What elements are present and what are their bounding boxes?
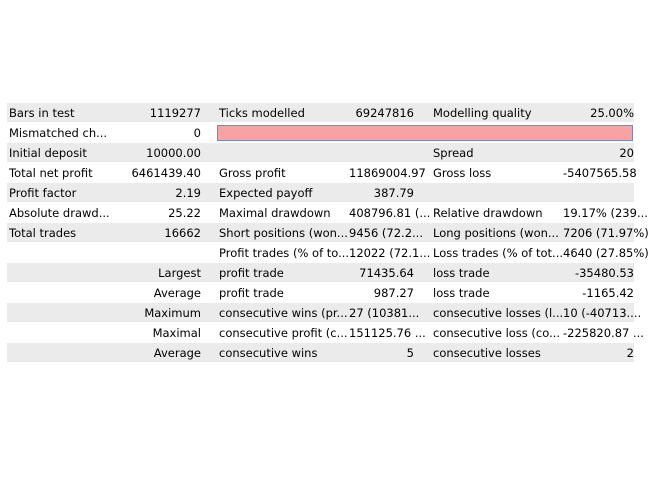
largest-profit-trade-label: profit trade [219, 266, 284, 280]
mismatched-charts-label: Mismatched ch... [9, 126, 108, 140]
report-row-largest [7, 263, 634, 283]
gross-profit-cell [204, 163, 426, 182]
profit-trades-cell [204, 243, 431, 262]
largest-label: Largest [158, 266, 201, 280]
maximal-consecutive-loss-label: consecutive loss (co... [433, 326, 561, 340]
short-positions-cell [204, 223, 423, 242]
report-row-average-trade [7, 283, 634, 303]
gross-profit-label: Gross profit [219, 166, 286, 180]
average-consecutive-losses-value: 2 [626, 346, 634, 360]
average-loss-trade-value: -1165.42 [582, 286, 634, 300]
empty-cell [204, 143, 416, 162]
loss-trades-value: 4640 (27.85%) [563, 246, 649, 260]
maximal-label: Maximal [152, 326, 201, 340]
largest-loss-trade-label: loss trade [433, 266, 490, 280]
expected-payoff-label: Expected payoff [219, 186, 313, 200]
max-consecutive-wins-label: consecutive wins (pr... [219, 306, 348, 320]
absolute-drawdown-value: 25.22 [168, 206, 201, 220]
long-positions-label: Long positions (won... [433, 226, 559, 240]
report-row-drawdown [7, 203, 648, 223]
report-row-mismatch [7, 123, 634, 143]
profit-trades-value: 12022 (72.1... [349, 246, 431, 260]
total-net-profit-value: 6461439.40 [131, 166, 201, 180]
report-row-bars [7, 103, 634, 123]
average-label: Average [153, 286, 201, 300]
empty-cell [7, 243, 114, 262]
max-consecutive-losses-label: consecutive losses (l... [433, 306, 564, 320]
report-row-maximal-consecutive [7, 323, 644, 343]
ticks-modelled-value: 69247816 [355, 106, 414, 120]
initial-deposit-value: 10000.00 [146, 146, 201, 160]
gross-loss-value: -5407565.58 [563, 166, 637, 180]
spread-cell [416, 143, 634, 162]
largest-profit-trade-value: 71435.64 [359, 266, 414, 280]
report-row-deposit [7, 143, 634, 163]
largest-loss-trade-value: -35480.53 [574, 266, 634, 280]
max-consecutive-wins-value: 27 (10381... [349, 306, 420, 320]
average-profit-cell [204, 283, 416, 302]
relative-drawdown-cell [416, 203, 648, 222]
profit-factor-label: Profit factor [9, 186, 77, 200]
total-trades-value: 16662 [164, 226, 201, 240]
short-positions-value: 9456 (72.2... [349, 226, 423, 240]
relative-drawdown-label: Relative drawdown [433, 206, 543, 220]
maximal-consecutive-profit-label: consecutive profit (c... [219, 326, 348, 340]
expected-payoff-cell [204, 183, 416, 202]
long-positions-cell [416, 223, 649, 242]
average-loss-trade-label: loss trade [433, 286, 490, 300]
average-consecutive-wins-label: consecutive wins [219, 346, 318, 360]
mismatch-error-bar [217, 125, 633, 141]
ticks-modelled-label: Ticks modelled [219, 106, 305, 120]
max-consecutive-losses-cell [416, 303, 642, 322]
quality-cell [416, 103, 634, 122]
short-positions-label: Short positions (won... [219, 226, 348, 240]
gross-loss-label: Gross loss [433, 166, 492, 180]
modelling-quality-label: Modelling quality [433, 106, 532, 120]
report-row-net-profit [7, 163, 637, 183]
report-row-profit-loss-trades [7, 243, 649, 263]
average-consecutive-losses-cell [416, 343, 634, 362]
empty-cell [416, 183, 634, 202]
loss-trades-label: Loss trades (% of tot... [433, 246, 564, 260]
report-row-maximum-consecutive [7, 303, 642, 323]
bars-in-test-label: Bars in test [9, 106, 75, 120]
average-profit-trade-label: profit trade [219, 286, 284, 300]
profit-trades-label: Profit trades (% of to... [219, 246, 350, 260]
maximal-drawdown-cell [204, 203, 431, 222]
maximum-label: Maximum [144, 306, 201, 320]
maximal-consecutive-profit-cell [204, 323, 426, 342]
loss-trades-cell [416, 243, 649, 262]
average-loss-cell [416, 283, 634, 302]
average-consecutive-losses-label: consecutive losses [433, 346, 541, 360]
largest-loss-cell [416, 263, 634, 282]
report-row-average-consecutive [7, 343, 634, 363]
max-consecutive-wins-cell [204, 303, 420, 322]
strategy-tester-report [7, 103, 649, 363]
long-positions-value: 7206 (71.97%) [563, 226, 649, 240]
total-net-profit-label: Total net profit [9, 166, 93, 180]
expected-payoff-value: 387.79 [373, 186, 414, 200]
report-row-profit-factor [7, 183, 634, 203]
mismatched-charts-value: 0 [193, 126, 201, 140]
empty-cell [114, 243, 204, 262]
average-consecutive-wins-cell [204, 343, 416, 362]
spread-label: Spread [433, 146, 474, 160]
gross-profit-value: 11869004.97 [349, 166, 426, 180]
maximal-drawdown-value: 408796.81 (... [349, 206, 431, 220]
max-consecutive-losses-value: 10 (-40713.... [563, 306, 642, 320]
maximal-consecutive-profit-value: 151125.76 ... [349, 326, 426, 340]
total-trades-label: Total trades [9, 226, 77, 240]
initial-deposit-label: Initial deposit [9, 146, 87, 160]
profit-factor-value: 2.19 [175, 186, 201, 200]
average-profit-trade-value: 987.27 [373, 286, 414, 300]
maximal-drawdown-label: Maximal drawdown [219, 206, 331, 220]
maximal-consecutive-loss-cell [416, 323, 644, 342]
gross-loss-cell [416, 163, 637, 182]
bars-in-test-value: 1119277 [149, 106, 201, 120]
average-consecutive-wins-value: 5 [406, 346, 414, 360]
modelling-quality-value: 25.00% [590, 106, 634, 120]
absolute-drawdown-label: Absolute drawd... [9, 206, 110, 220]
largest-profit-cell [204, 263, 416, 282]
maximal-consecutive-loss-value: -225820.87 ... [563, 326, 644, 340]
report-row-trades [7, 223, 649, 243]
relative-drawdown-value: 19.17% (239... [563, 206, 648, 220]
average-consecutive-label: Average [153, 346, 201, 360]
spread-value: 20 [619, 146, 634, 160]
ticks-cell [204, 103, 416, 122]
